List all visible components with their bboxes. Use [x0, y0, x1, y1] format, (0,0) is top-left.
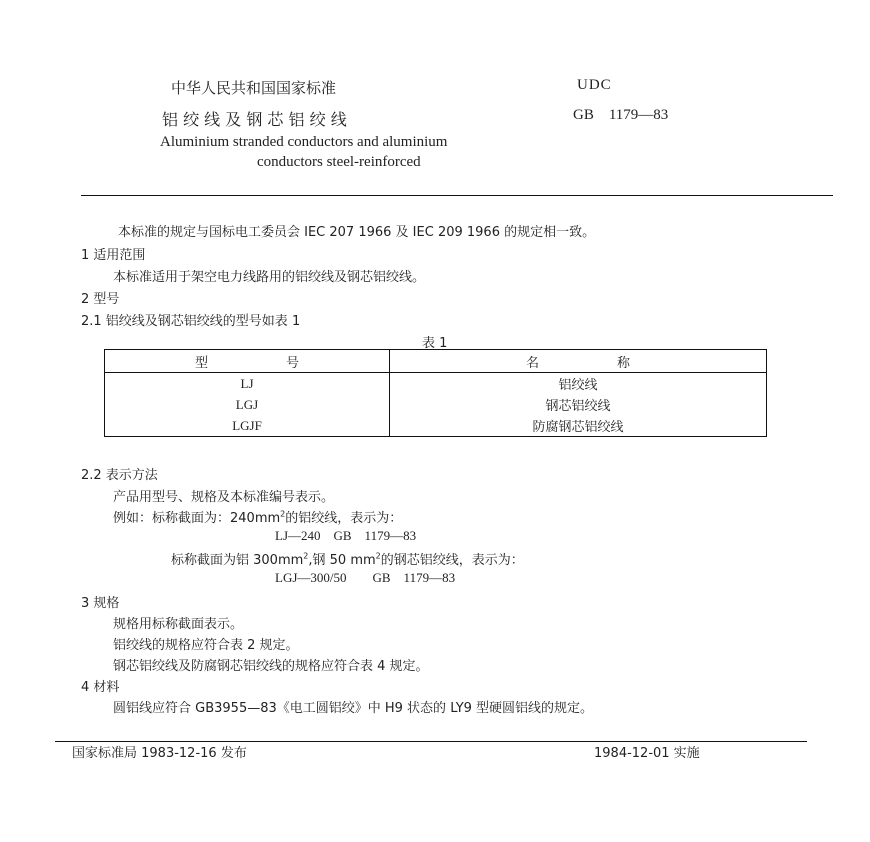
example-2-text — [171, 549, 524, 568]
example-1-code: LJ—240 GB 1179—83 — [275, 528, 417, 543]
table-header-name: 名 称 — [390, 350, 767, 373]
intro-paragraph: 本标准的规定与国标电工委员会 IEC 207 1966 及 IEC 209 1966 的规定相一致。 — [118, 225, 596, 240]
section-3-title: 3 规格 — [81, 596, 120, 611]
issued-date: 国家标准局 1983-12-16 发布 — [72, 746, 247, 761]
table-header-model: 型 号 — [105, 350, 390, 373]
document-title-en-line1: Aluminium stranded conductors and aluminium — [160, 134, 448, 150]
section-4-text: 圆铝线应符合 GB3955—83《电工圆铝绞》中 H9 状态的 LY9 型硬圆铝线的规定。 — [113, 701, 594, 716]
example-1-text — [113, 507, 402, 526]
section-2-2-title: 2.2 表示方法 — [81, 468, 158, 483]
effective-date: 1984-12-01 实施 — [594, 746, 700, 761]
table-cell-name: 防腐钢芯铝绞线 — [390, 415, 767, 437]
table-header-row — [105, 350, 767, 373]
table-cell-name: 钢芯铝绞线 — [390, 394, 767, 415]
example-2-mid: ,钢 50 mm — [308, 553, 376, 568]
section-3-line-3: 钢芯铝绞线及防腐钢芯铝绞线的规格应符合表 4 规定。 — [113, 659, 429, 674]
section-1-title: 1 适用范围 — [81, 248, 146, 263]
example-1-sup: 2 — [280, 509, 286, 519]
example-2-suffix: 的钢芯铝绞线，表示为： — [380, 553, 524, 568]
table-cell-model: LGJF — [105, 415, 390, 437]
example-2-code: LGJ—300/50 GB 1179—83 — [275, 570, 456, 585]
example-1-suffix: 的铝绞线，表示为： — [285, 511, 403, 526]
example-1-prefix: 例如：标称截面为：240mm — [113, 511, 281, 526]
example-2-sup1: 2 — [303, 551, 309, 561]
section-2-2-text: 产品用型号、规格及本标准编号表示。 — [113, 490, 335, 505]
header-divider — [81, 195, 833, 196]
table-row — [105, 415, 767, 437]
table-row — [105, 394, 767, 415]
example-2-prefix: 标称截面为铝 300mm — [171, 553, 304, 568]
national-standard-label: 中华人民共和国国家标准 — [171, 79, 337, 97]
section-4-title: 4 材料 — [81, 680, 120, 695]
example-2-sup2: 2 — [375, 551, 381, 561]
table-row — [105, 373, 767, 395]
section-3-line-1: 规格用标称截面表示。 — [113, 617, 244, 632]
table-1 — [104, 349, 767, 437]
document-title-en-line2: conductors steel-reinforced — [257, 154, 421, 170]
section-2-title: 2 型号 — [81, 292, 120, 307]
table-cell-name: 铝绞线 — [390, 373, 767, 395]
gb-code: GB 1179—83 — [573, 107, 669, 123]
table-cell-model: LGJ — [105, 394, 390, 415]
table-cell-model: LJ — [105, 373, 390, 395]
document-title-cn: 铝 绞 线 及 钢 芯 铝 绞 线 — [162, 110, 347, 129]
section-3-line-2: 铝绞线的规格应符合表 2 规定。 — [113, 638, 299, 653]
section-2-1-title: 2.1 铝绞线及钢芯铝绞线的型号如表 1 — [81, 314, 301, 329]
udc-label: UDC — [577, 77, 612, 93]
table-1-caption: 表 1 — [422, 336, 448, 351]
section-1-text: 本标准适用于架空电力线路用的铝绞线及钢芯铝绞线。 — [113, 270, 426, 285]
